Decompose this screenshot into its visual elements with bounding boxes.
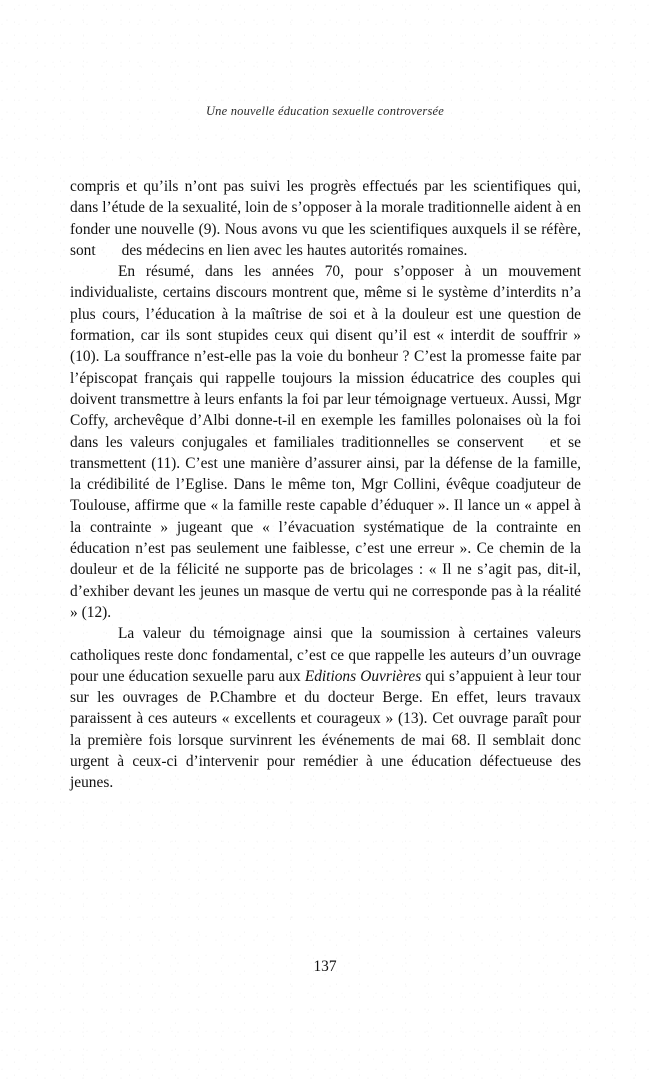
body-text-block: [70, 176, 581, 794]
paragraph-1-text-part-1: compris et qu’ils n’ont pas suivi les progrès effectués par les scientifiques qui, dans l’étude de la sexualité, loin de s’opposer à la morale traditionnelle aident à en fonder une nouvelle (9). Nous avons vu que les scientifiques auxquels il se réfère, sont: [70, 178, 581, 259]
paragraph-3: [70, 623, 581, 793]
paragraph-1-text-part-2: des médecins en lien avec les hautes autorités romaines.: [121, 241, 468, 259]
paragraph-1: [70, 176, 581, 261]
paragraph-2-text-part-2: et se transmettent (11). C’est une manière d’assurer ainsi, par la défense de la famille, la crédibilité de l’Eglise. Dans le même ton, Mgr Collini, évêque coadjuteur de Toulouse, affirme que « la famille reste capable d’éduquer ». Il lance un « appel à la contrainte » jugeant que « l’évacuation systématique de la contrainte en éducation n’est pas seulement une faiblesse, c’est une erreur ». Ce chemin de la douleur et de la félicité ne supporte pas de bricolages : « Il ne s’agit pas, dit-il, d’exhiber devant les jeunes un masque de vertu qui ne corresponde pas à la réalité » (12).: [70, 433, 581, 621]
paragraph-2-text-part-1: En résumé, dans les années 70, pour s’opposer à un mouvement individualiste, certains discours montrent que, même si le système d’interdits n’a plus cours, l’éducation à la maîtrise de soi et à la douleur est une question de formation, car ils sont stupides ceux qui disent qu’il est « interdit de souffrir » (10). La souffrance n’est-elle pas la voie du bonheur ? C’est la promesse faite par l’épiscopat français qui rappelle toujours la mission éducatrice des couples qui doivent transmettre à leurs enfants la foi par leur témoignage vertueux. Aussi, Mgr Coffy, archevêque d’Albi donne-t-il en exemple les familles polonaises où la foi dans les valeurs conjugales et familiales traditionnelles se conservent: [70, 263, 581, 451]
paragraph-3-text-part-2: qui s’appuient à leur tour sur les ouvrages de P.Chambre et du docteur Berge. En effet, leurs travaux paraissent à ces auteurs « excellents et courageux » (13). Cet ouvrage paraît pour la première fois lorsque survinrent les événements de mai 68. Il semblait donc urgent à ceux-ci d’intervenir pour remédier à une éducation défectueuse des jeunes.: [70, 667, 581, 792]
paragraph-3-text-part-1: La valeur du témoignage ainsi que la soumission à certaines valeurs catholiques reste donc fondamental, c’est ce que rappelle les auteurs d’un ouvrage pour une éducation sexuelle paru aux: [70, 625, 581, 685]
running-head: Une nouvelle éducation sexuelle controversée: [205, 104, 445, 118]
paragraph-2: [70, 261, 581, 623]
publisher-name-italic: Editions Ouvrières: [304, 667, 422, 685]
page-number: 137: [313, 958, 337, 975]
